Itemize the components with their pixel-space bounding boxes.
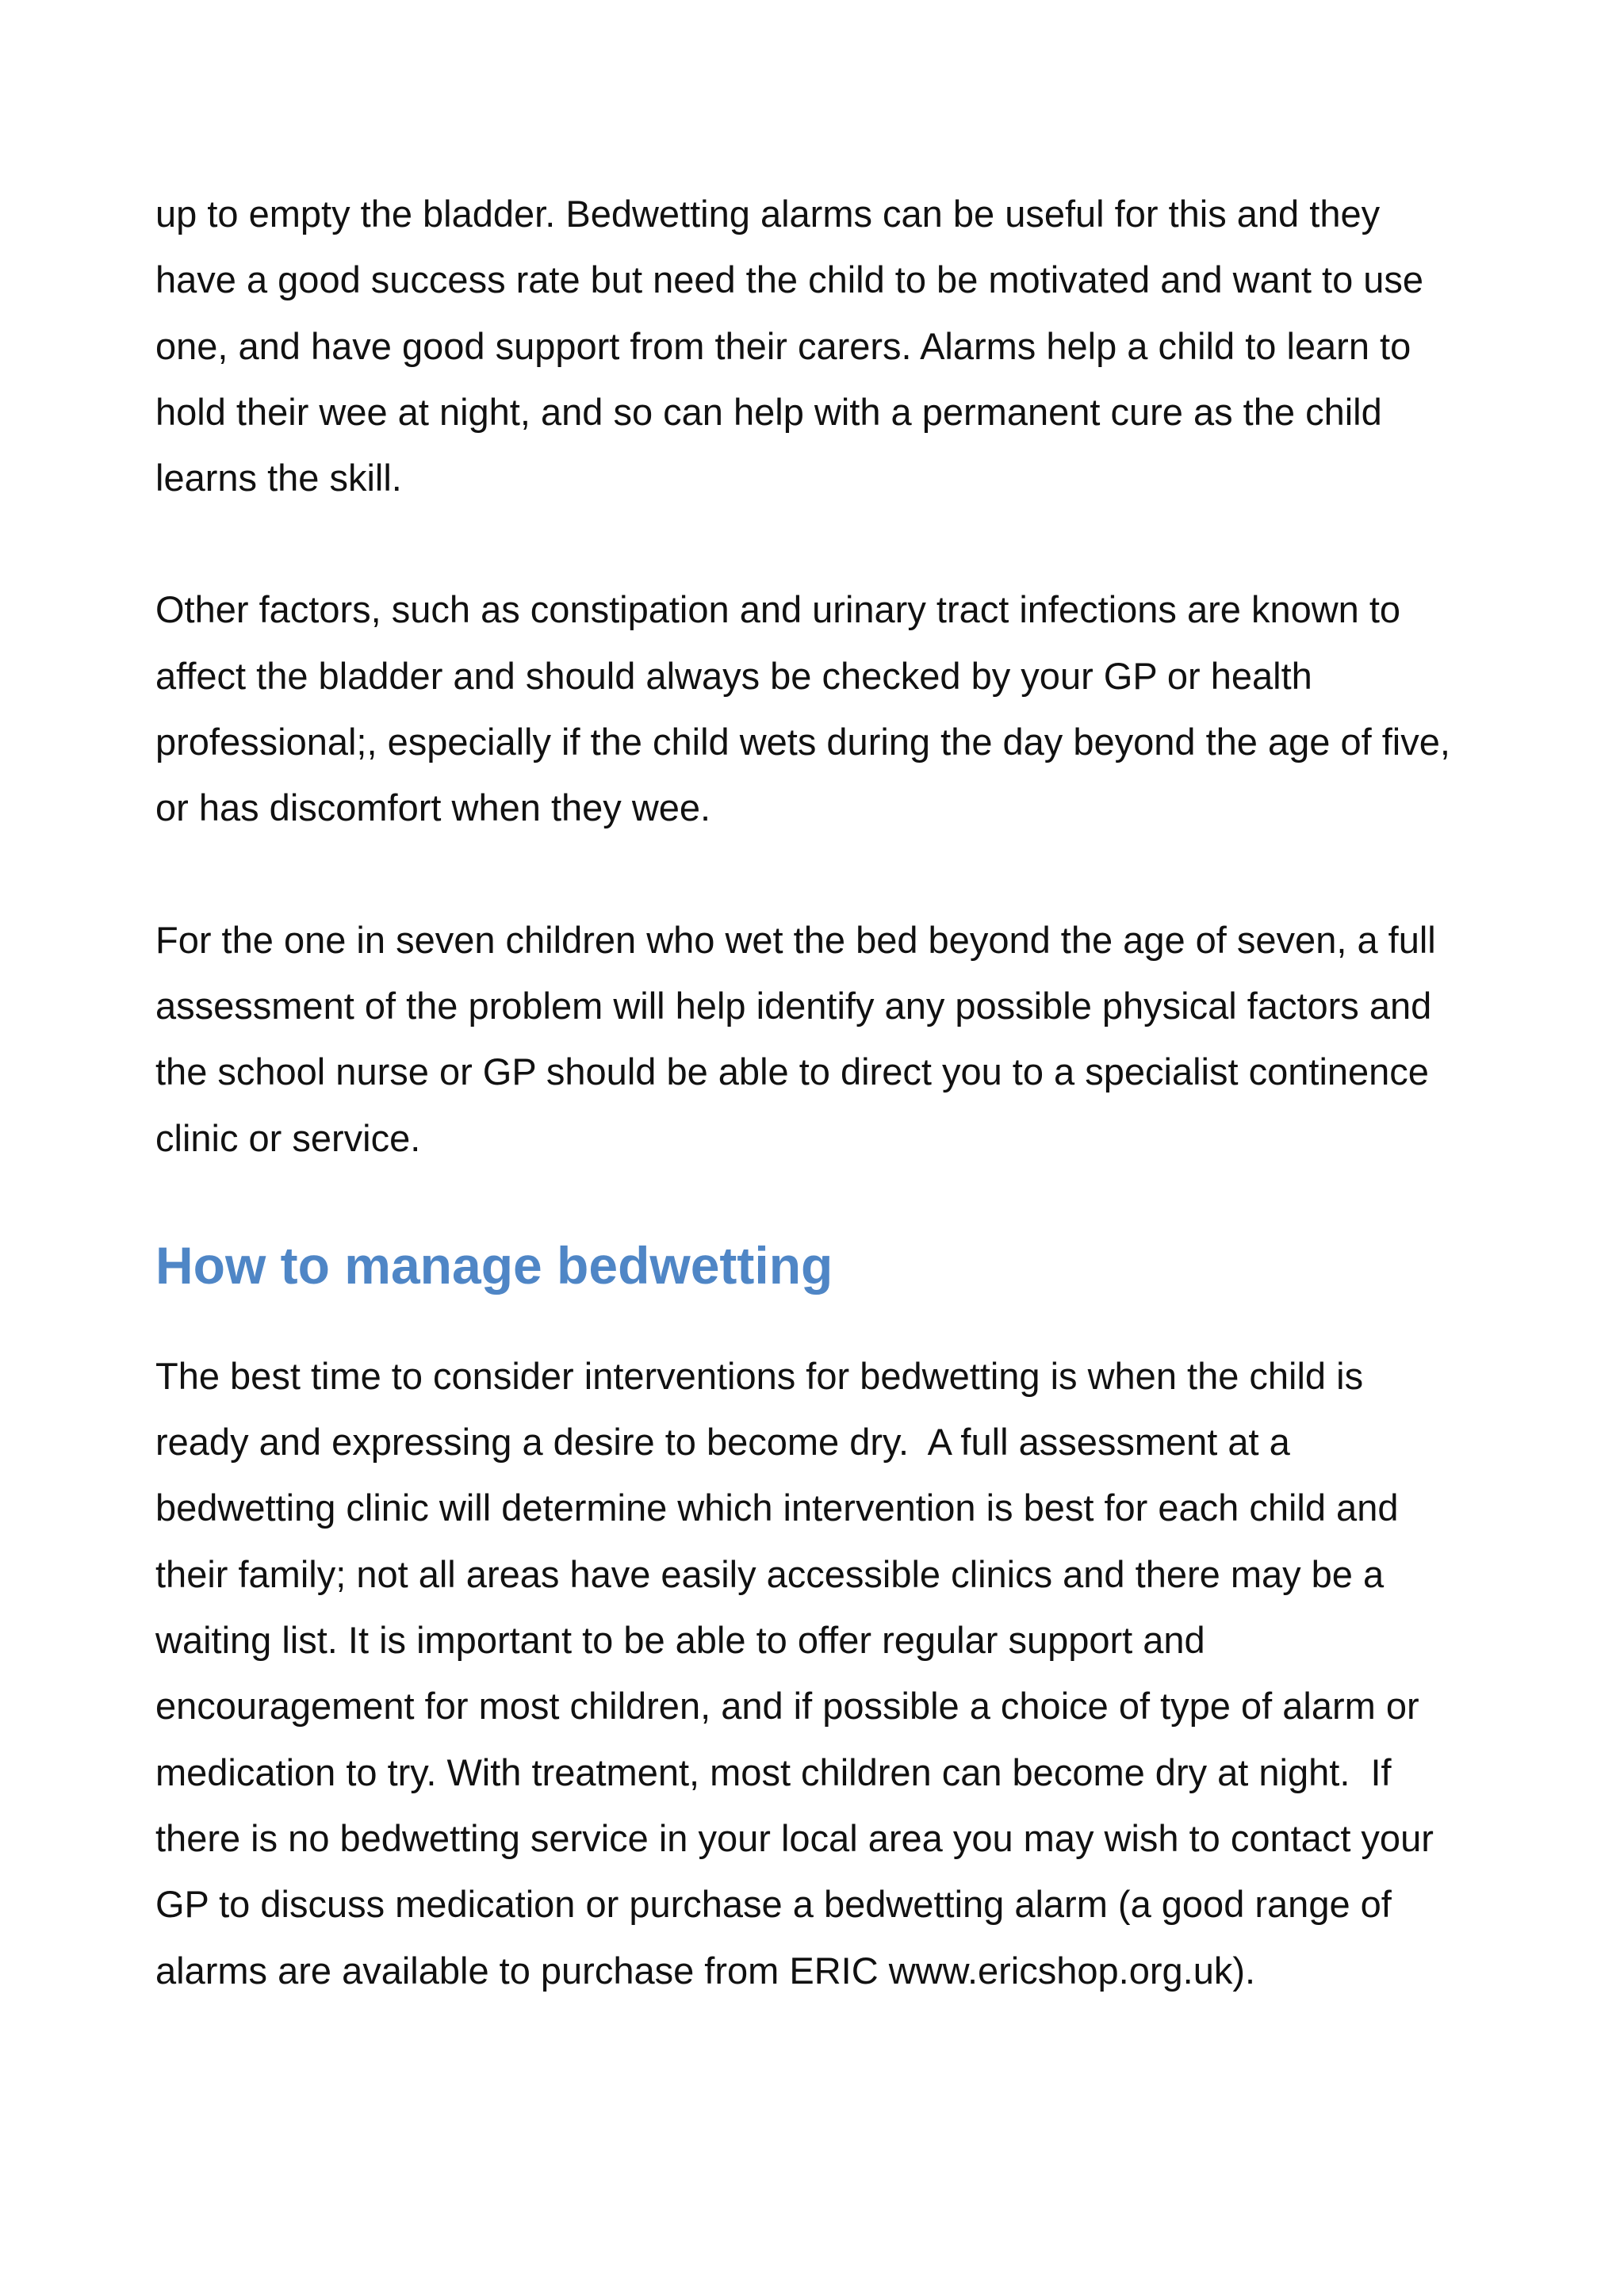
paragraph-other-factors [155, 576, 1503, 840]
text-line: alarms are available to purchase from ERIC www.ericshop.org.uk). [155, 1949, 1256, 1992]
text-line: hold their wee at night, and so can help with a permanent cure as the child [155, 390, 1382, 433]
text-line: one, and have good support from their carers. Alarms help a child to learn to [155, 324, 1411, 367]
text-line: affect the bladder and should always be checked by your GP or health [155, 654, 1312, 697]
text-line: professional;, especially if the child wets during the day beyond the age of five, [155, 721, 1450, 763]
text-line: The best time to consider interventions for bedwetting is when the child is [155, 1354, 1364, 1397]
text-line: For the one in seven children who wet the bed beyond the age of seven, a full [155, 918, 1436, 961]
text-line: medication to try. With treatment, most children can become dry at night. If [155, 1751, 1392, 1793]
text-line: GP to discuss medication or purchase a bedwetting alarm (a good range of [155, 1883, 1392, 1926]
text-line: assessment of the problem will help identify any possible physical factors and [155, 984, 1432, 1027]
document-body [155, 181, 1503, 2003]
paragraph-manage [155, 1343, 1503, 2003]
text-line: or has discomfort when they wee. [155, 786, 711, 829]
text-line: learns the skill. [155, 457, 402, 499]
text-line: up to empty the bladder. Bedwetting alarms can be useful for this and they [155, 193, 1381, 235]
text-line: clinic or service. [155, 1116, 421, 1159]
text-line: bedwetting clinic will determine which intervention is best for each child and [155, 1487, 1399, 1529]
text-line: the school nurse or GP should be able to direct you to a specialist continence [155, 1050, 1429, 1093]
section-heading: How to manage bedwetting [155, 1235, 833, 1295]
text-line: ready and expressing a desire to become dry. A full assessment at a [155, 1421, 1290, 1464]
text-line: their family; not all areas have easily accessible clinics and there may be a [155, 1552, 1385, 1595]
text-line: encouragement for most children, and if possible a choice of type of alarm or [155, 1685, 1419, 1728]
text-line: have a good success rate but need the child to be motivated and want to use [155, 258, 1424, 301]
text-line: Other factors, such as constipation and urinary tract infections are known to [155, 588, 1401, 631]
text-line: waiting list. It is important to be able to offer regular support and [155, 1619, 1205, 1662]
paragraph-alarms [155, 181, 1503, 511]
text-line: there is no bedwetting service in your local area you may wish to contact your [155, 1816, 1434, 1859]
paragraph-assessment [155, 907, 1503, 1171]
